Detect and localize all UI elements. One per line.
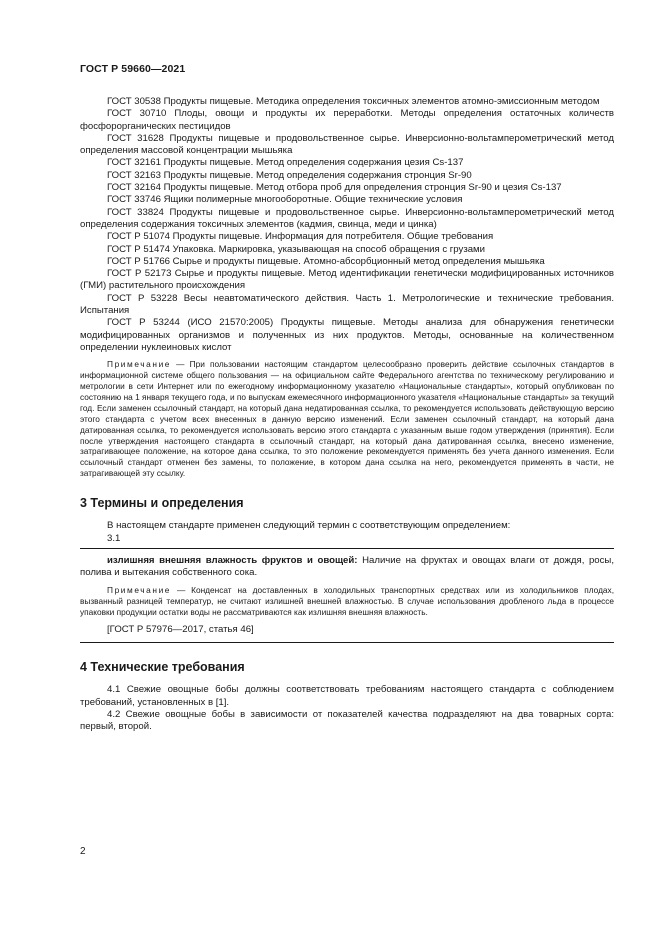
section-4-title: 4 Технические требования	[80, 660, 245, 675]
reference-item: ГОСТ 33824 Продукты пищевые и продовольственное сырье. Инверсионно-вольтамперометрический метод определения содержания токсичных элементов (кадмия, свинца, меди и цинка)	[80, 206, 614, 230]
term-note-label: Примечание	[107, 585, 172, 596]
page-number: 2	[80, 846, 86, 857]
reference-item: ГОСТ 32161 Продукты пищевые. Метод определения содержания цезия Cs-137	[107, 157, 464, 169]
term-note	[80, 585, 614, 618]
clause-4-2: 4.2 Свежие овощные бобы в зависимости от показателей качества подразделяют на два товарных сорта: первый, второй.	[80, 709, 614, 733]
term-definition	[80, 555, 614, 580]
reference-item: ГОСТ 32164 Продукты пищевые. Метод отбора проб для определения стронция Sr-90 и цезия Cs-137	[107, 182, 562, 194]
references-note	[80, 359, 614, 479]
reference-item: ГОСТ Р 51766 Сырье и продукты пищевые. Атомно-абсорбционный метод определения мышьяка	[107, 255, 545, 267]
term-source: [ГОСТ Р 57976—2017, статья 46]	[107, 624, 254, 636]
reference-item: ГОСТ 31628 Продукты пищевые и продовольственное сырье. Инверсионно-вольтамперометрический метод определения массовой концентрации мышьяка	[80, 132, 614, 157]
document-header: ГОСТ Р 59660—2021	[80, 63, 186, 75]
reference-item: ГОСТ 30710 Плоды, овощи и продукты их переработки. Методы определения остаточных количеств фосфорорганических пестицидов	[80, 108, 614, 132]
term-definition-text: Наличие на фруктах и овощах влаги от дождя, росы, полива и вытекания собственного сока.	[80, 554, 614, 579]
reference-list	[80, 96, 614, 354]
reference-item: ГОСТ Р 51474 Упаковка. Маркировка, указывающая на способ обращения с грузами	[107, 243, 486, 255]
note-text: — При пользовании настоящим стандартом целесообразно проверить действие ссылочных стандартов в информационной системе общего пользования — на официальном сайте Федерального агентства по техническому регулированию и метрологии в сети Интернет или по ежегодному информационному указателю «Национальные стандарты», который опубликован по состоянию на 1 января текущего года, и по выпускам ежемесячного информационного указателя «Национальные стандарты» за текущий год. Если заменен ссылочный стандарт, на который дана недатированная ссылка, то рекомендуется использовать действующую версию этого стандарта с учетом всех внесенных в данную версию изменений. Если заменен ссылочный стандарт, на который дана датированная ссылка, то рекомендуется использовать версию этого стандарта с указанным выше годом утверждения (принятия). Если после утверждения настоящего стандарта в ссылочный стандарт, на который дана датированная ссылка, внесено изменение, затрагивающее положение, на которое дана ссылка, то это положение рекомендуется применять без учета данного изменения. Если ссылочный стандарт отменен без замены, то положение, в котором дана ссылка на него, рекомендуется применять в части, не затрагивающей эту ссылку.	[80, 359, 614, 479]
term-name: излишняя внешняя влажность фруктов и овощей:	[107, 554, 358, 566]
term-entry-box	[80, 548, 614, 644]
content	[80, 96, 614, 734]
clause-4-1: 4.1 Свежие овощные бобы должны соответствовать требованиям настоящего стандарта с соблюдением требований, установленных в [1].	[80, 684, 614, 708]
section-3-intro: В настоящем стандарте применен следующий термин с соответствующим определением:	[107, 520, 511, 532]
reference-item: ГОСТ Р 52173 Сырье и продукты пищевые. Метод идентификации генетически модифицированных источников (ГМИ) растительного происхождения	[80, 268, 614, 292]
reference-item: ГОСТ 32163 Продукты пищевые. Метод определения содержания стронция Sr-90	[107, 169, 472, 181]
clause-number: 3.1	[107, 532, 121, 544]
reference-item: ГОСТ Р 53228 Весы неавтоматического действия. Часть 1. Метрологические и технические требования. Испытания	[80, 292, 614, 317]
reference-item: ГОСТ Р 53244 (ИСО 21570:2005) Продукты пищевые. Методы анализа для обнаружения генетически модифицированных организмов и полученных из них продуктов. Методы, основанные на количественном определении нуклеиновых кислот	[80, 317, 614, 353]
reference-item: ГОСТ 30538 Продукты пищевые. Методика определения токсичных элементов атомно-эмиссионным методом	[107, 96, 600, 107]
section-3-title: 3 Термины и определения	[80, 496, 244, 511]
reference-item: ГОСТ Р 51074 Продукты пищевые. Информация для потребителя. Общие требования	[107, 231, 494, 243]
term-note-text: — Конденсат на доставленных в холодильных транспортных средствах или из холодильников плодах, вызванный разницей температур, не считают излишней внешней влажностью. В случае использования дробленого льда в процессе упаковки продукции остатки воды не рассматриваются как излишняя внешняя влажность.	[80, 585, 614, 618]
reference-item: ГОСТ 33746 Ящики полимерные многооборотные. Общие технические условия	[107, 194, 463, 206]
note-label: Примечание	[107, 359, 172, 370]
